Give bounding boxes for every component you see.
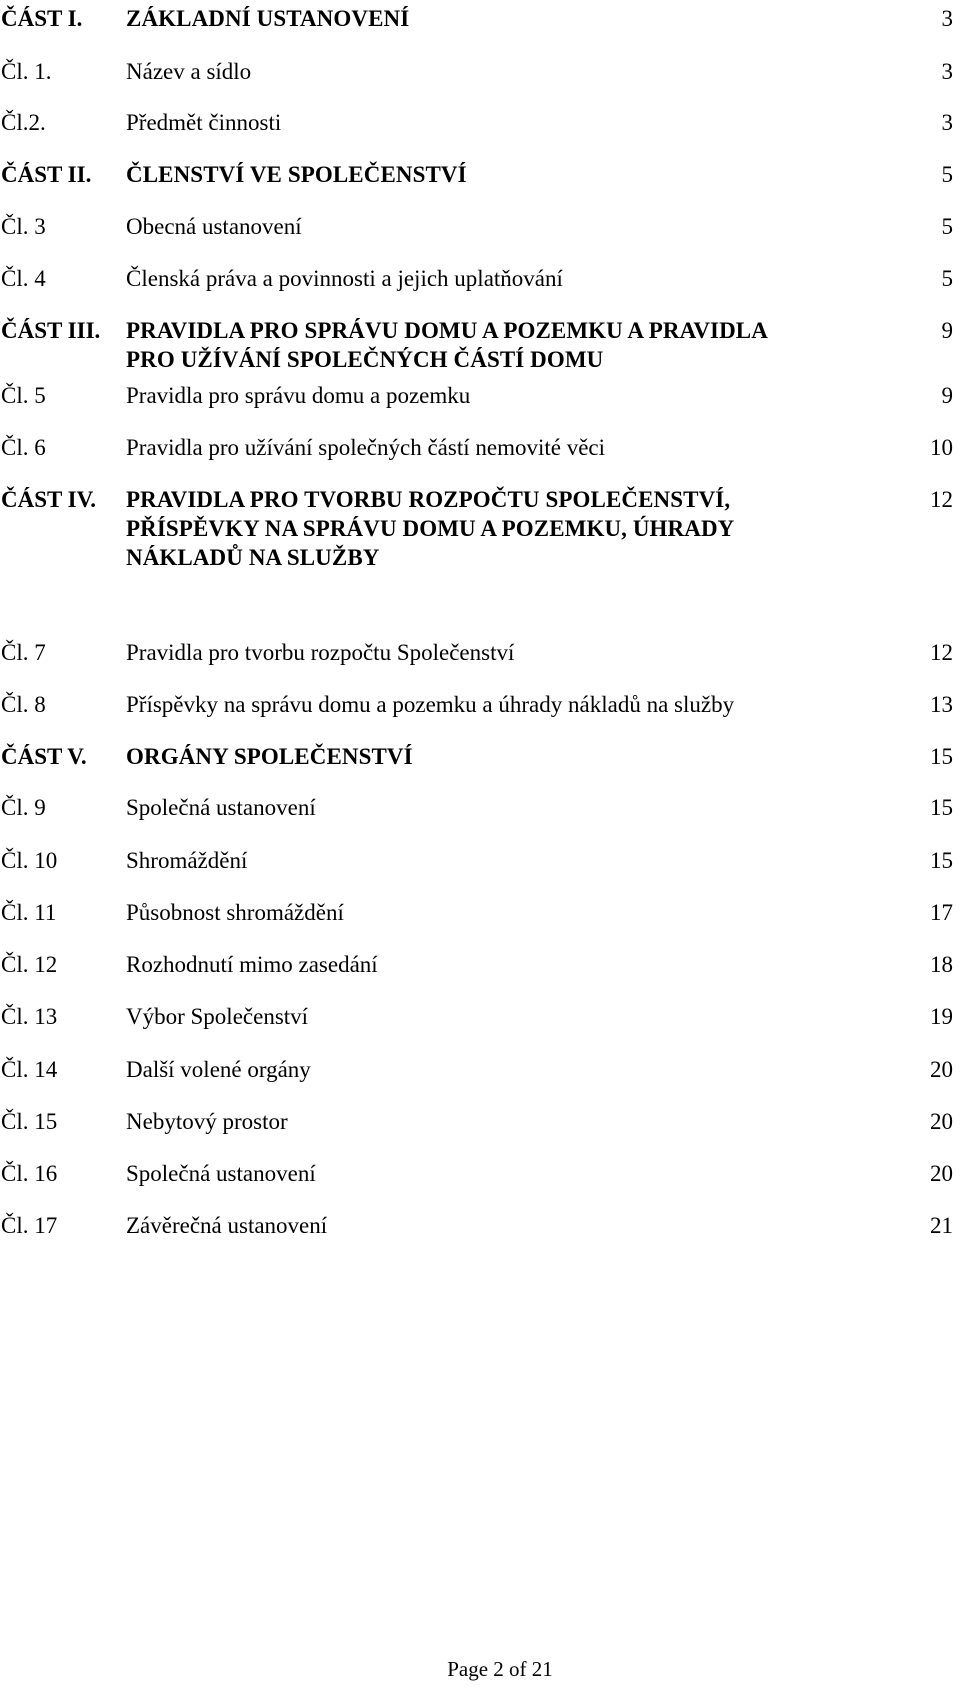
toc-entry-page: 20 <box>930 1057 953 1082</box>
toc-entry-title: Společná ustanovení <box>126 795 316 820</box>
toc-entry-page: 15 <box>930 744 953 769</box>
toc-entry-number: Čl. 5 <box>1 383 46 408</box>
toc-entry-number: Čl. 7 <box>1 640 46 665</box>
toc-entry-page: 15 <box>930 795 953 820</box>
toc-entry-page: 3 <box>941 6 953 31</box>
toc-entry-title: PRAVIDLA PRO TVORBU ROZPOČTU SPOLEČENSTVÍ, PŘÍSPĚVKY NA SPRÁVU DOMU A POZEMKU, ÚHRADY NÁKLADŮ NA SLUŽBY <box>126 487 735 570</box>
toc-entry-title: Předmět činnosti <box>126 110 282 135</box>
toc-entry-number: Čl. 17 <box>1 1213 58 1238</box>
toc-entry-page: 13 <box>930 692 953 717</box>
toc-entry-title: Obecná ustanovení <box>126 214 302 239</box>
toc-entry-page: 12 <box>930 640 953 665</box>
toc-entry-page: 5 <box>941 162 953 187</box>
toc-entry-number: Čl.2. <box>1 110 46 135</box>
toc-entry-title: Název a sídlo <box>126 59 252 84</box>
toc-entry-number: Čl. 15 <box>1 1109 58 1134</box>
toc-entry-number: ČÁST V. <box>1 744 87 769</box>
toc-entry-number: Čl. 13 <box>1 1004 58 1029</box>
toc-entry-page: 9 <box>941 383 953 408</box>
toc-entry-number: Čl. 10 <box>1 848 58 873</box>
toc-entry-number: Čl. 4 <box>1 266 46 291</box>
toc-entry-page: 5 <box>941 266 953 291</box>
toc-entry-title: Závěrečná ustanovení <box>126 1213 328 1238</box>
toc-entry-number: Čl. 12 <box>1 952 58 977</box>
page-number-label: Page 2 of 21 <box>447 1657 553 1681</box>
toc-entry-title: Pravidla pro užívání společných částí nemovité věci <box>126 435 606 460</box>
toc-entry-title: Členská práva a povinnosti a jejich uplatňování <box>126 266 563 291</box>
toc-entry-page: 19 <box>930 1004 953 1029</box>
toc-entry-page: 18 <box>930 952 953 977</box>
toc-entry-page: 10 <box>930 435 953 460</box>
toc-entry-title: Další volené orgány <box>126 1057 311 1082</box>
toc-entry-title: ČLENSTVÍ VE SPOLEČENSTVÍ <box>126 162 467 187</box>
toc-entry-number: ČÁST III. <box>1 318 101 343</box>
toc-entry-title: ORGÁNY SPOLEČENSTVÍ <box>126 744 413 769</box>
toc-entry-title: Pravidla pro tvorbu rozpočtu Společenství <box>126 640 515 665</box>
toc-entry-number: Čl. 11 <box>1 900 57 925</box>
toc-entry-title: ZÁKLADNÍ USTANOVENÍ <box>126 6 410 31</box>
toc-entry-number: Čl. 14 <box>1 1057 58 1082</box>
toc-entry-number: Čl. 6 <box>1 435 46 460</box>
toc-entry-page: 20 <box>930 1161 953 1186</box>
toc-entry-number: ČÁST I. <box>1 6 83 31</box>
toc-entry-number: Čl. 9 <box>1 795 46 820</box>
toc-entry-page: 12 <box>930 487 953 512</box>
toc-entry-title: Společná ustanovení <box>126 1161 316 1186</box>
page-footer <box>0 1656 960 1682</box>
toc-entry-number: Čl. 16 <box>1 1161 58 1186</box>
toc-entry-page: 17 <box>930 900 953 925</box>
toc-entry-title: Příspěvky na správu domu a pozemku a úhrady nákladů na služby <box>126 692 735 717</box>
toc-entry-number: ČÁST IV. <box>1 487 97 512</box>
toc-entry-page: 5 <box>941 214 953 239</box>
toc-entry-title: Shromáždění <box>126 848 248 873</box>
toc-entry-title: PRAVIDLA PRO SPRÁVU DOMU A POZEMKU A PRAVIDLA PRO UŽÍVÁNÍ SPOLEČNÝCH ČÁSTÍ DOMU <box>126 318 768 372</box>
toc-entry-title: Nebytový prostor <box>126 1109 288 1134</box>
toc-entry-page: 21 <box>930 1213 953 1238</box>
toc-entry-page: 20 <box>930 1109 953 1134</box>
toc-entry-page: 3 <box>941 110 953 135</box>
toc-entry-page: 15 <box>930 848 953 873</box>
toc-entry-number: Čl. 1. <box>1 59 52 84</box>
toc-entry-title: Rozhodnutí mimo zasedání <box>126 952 378 977</box>
toc-entry-title: Výbor Společenství <box>126 1004 309 1029</box>
toc-entry-title: Pravidla pro správu domu a pozemku <box>126 383 471 408</box>
toc-entry-page: 9 <box>941 318 953 343</box>
toc-entry-page: 3 <box>941 59 953 84</box>
toc-entry-number: Čl. 3 <box>1 214 46 239</box>
toc-entry-title: Působnost shromáždění <box>126 900 344 925</box>
toc-entry-number: Čl. 8 <box>1 692 46 717</box>
toc-entry-number: ČÁST II. <box>1 162 92 187</box>
